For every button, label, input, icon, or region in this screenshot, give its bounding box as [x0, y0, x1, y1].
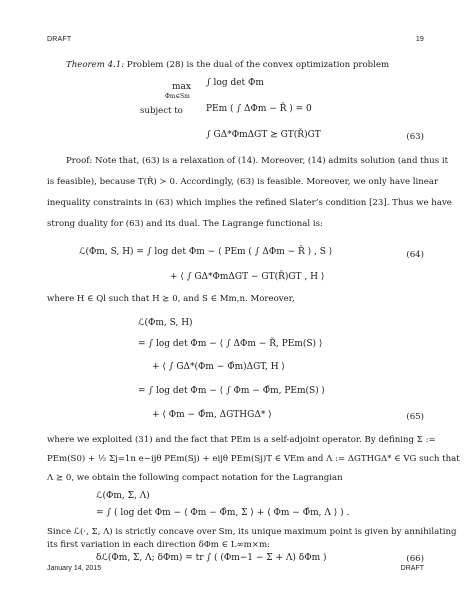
lagrange-compact-line-0: ℒ(Φm, Σ, Λ) — [96, 491, 150, 501]
lagrange-64-line-2: + ⟨ ∫ GΔ*ΦmΔGT − GT(Ř)GT , H ⟩ — [170, 272, 325, 282]
problem-max: max — [172, 82, 191, 92]
eq-65-number: (65) — [406, 412, 424, 422]
since-line-2: its first variation in each direction δΦm ∈ L∞m×m: — [47, 540, 271, 550]
lagrange-64-line-1: ℒ(Φm, S, H) = ∫ log det Φm − ⟨ PEm ( ∫ ΔΦm − Ř ) , S ⟩ — [79, 247, 333, 257]
proof-line-3: inequality constraints in (63) which implies the refined Slater’s condition [23]. Thus we have — [47, 198, 452, 208]
problem-max-sub: Φm∈Sm — [165, 93, 190, 100]
lagrange-compact-line-1: = ∫ ( log det Φm − ⟨ Φm − Φ̂m, Σ ⟩ + ⟨ Φm − Φ̂m, Λ ⟩ ) . — [96, 508, 350, 518]
constraint-2: ∫ GΔ*ΦmΔGT ⪰ GT(Ř)GT — [206, 130, 321, 140]
header-draft: DRAFT — [47, 36, 72, 43]
theorem-label: Theorem 4.1: — [66, 60, 125, 70]
variation-expr: δℒ(Φm, Σ, Λ; δΦm) = tr ∫ ( (Φm−1 − Σ + Λ) δΦm ) — [96, 553, 327, 563]
lagrange-65-line-1: = ∫ log det Φm − ⟨ ∫ ΔΦm − Ř, PEm(S) ⟩ — [138, 339, 323, 349]
proof-line-4: strong duality for (63) and its dual. The Lagrange functional is: — [47, 219, 323, 229]
proof-line-1: Proof: Note that, (63) is a relaxation of (14). Moreover, (14) admits solution (and thus it — [66, 156, 449, 166]
lagrange-65-line-4: + ⟨ Φm − Φ̂m, ΔGTHGΔ* ⟩ — [152, 410, 272, 420]
constraint-1: PEm ( ∫ ΔΦm − Ř ) = 0 — [206, 104, 312, 114]
page-number: 19 — [415, 36, 424, 43]
theorem-line — [66, 61, 389, 70]
lagrange-65-line-2: + ⟨ ∫ GΔ*(Φm − Φ̂m)ΔGT, H ⟩ — [152, 362, 285, 372]
subject-to-label: subject to — [140, 106, 183, 116]
eq-63-number: (63) — [406, 132, 424, 142]
eq-64-number: (64) — [406, 250, 424, 260]
lagrange-65-line-3: = ∫ log det Φm − ⟨ ∫ Φm − Φ̂m, PEm(S) ⟩ — [138, 386, 326, 396]
footer-draft: DRAFT — [400, 565, 424, 572]
where-line-1: where H ∈ Ql such that H ⪰ 0, and S ∈ Mm,n. Moreover, — [47, 294, 295, 304]
theorem-text: Problem (28) is the dual of the convex optimization problem — [126, 60, 390, 70]
lagrange-65-line-0: ℒ(Φm, S, H) — [138, 318, 193, 328]
proof-line-2: is feasible), because T(Ř) ≻ 0. Accordingly, (63) is feasible. Moreover, we only have linear — [47, 177, 439, 187]
where2-line-1: where we exploited (31) and the fact that PEm is a self-adjoint operator. By defining Σ := — [47, 435, 436, 445]
footer-date: January 14, 2015 — [47, 565, 102, 572]
since-line-1: Since ℒ(·, Σ, Λ) is strictly concave over Sm, its unique maximum point is given by annihilating — [47, 527, 457, 537]
problem-objective: ∫ log det Φm — [206, 78, 264, 88]
eq-66-number: (66) — [406, 554, 424, 564]
where2-line-3: Λ ⪰ 0, we obtain the following compact notation for the Lagrangian — [47, 473, 343, 483]
where2-line-2: PEm(S0) + ½ Σj=1n e−ijθ PEm(Sj) + eijθ PEm(Sj)T ∈ VEm and Λ := ΔGTHGΔ* ∈ VG such that — [47, 454, 460, 464]
